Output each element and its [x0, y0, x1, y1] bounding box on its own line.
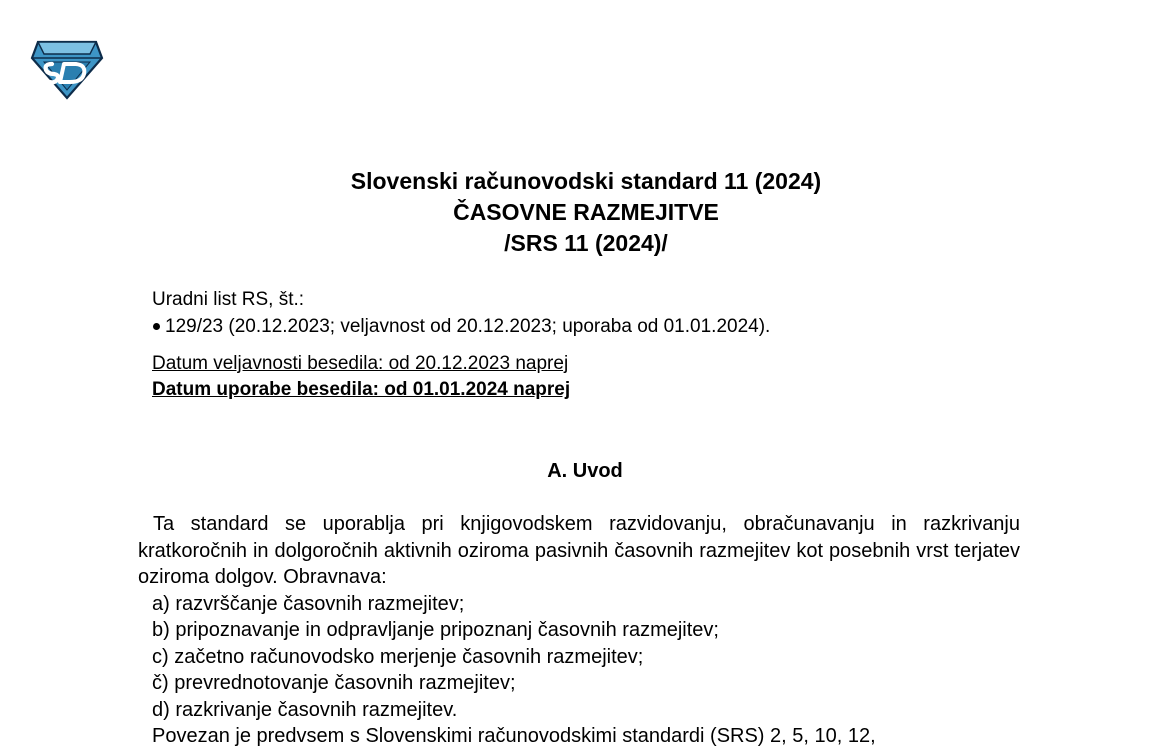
sd-diamond-logo-icon — [30, 40, 104, 100]
section-body — [138, 511, 1020, 750]
intro-paragraph: Ta standard se uporablja pri knjigovodskem razvidovanju, obračunavanju in razkrivanju kratkoročnih in dolgoročnih aktivnih oziroma pasivnih časovnih razmejitev kot posebnih vrst terjatev oziroma dolgov. Obravnava: — [138, 513, 1020, 588]
title-line-1: Slovenski računovodski standard 11 (2024) — [350, 168, 822, 194]
company-logo — [30, 40, 104, 100]
applied-from-date: Datum uporabe besedila: od 01.01.2024 naprej — [152, 379, 571, 400]
gazette-entry — [152, 313, 770, 340]
gazette-entry-text: 129/23 (20.12.2023; veljavnost od 20.12.2023; uporaba od 01.01.2024). — [165, 316, 771, 337]
gazette-reference — [152, 286, 770, 340]
document-title — [0, 166, 1157, 259]
list-item: d) razkrivanje časovnih razmejitev. — [152, 698, 458, 721]
bullet-icon — [153, 323, 160, 330]
list-item: b) pripoznavanje in odpravljanje pripoznanj časovnih razmejitev; — [152, 619, 719, 641]
list-item: c) začetno računovodsko merjenje časovnih razmejitev; — [152, 645, 644, 668]
gazette-label: Uradni list RS, št.: — [152, 289, 305, 310]
list-item: a) razvrščanje časovnih razmejitev; — [152, 592, 465, 615]
valid-from-date: Datum veljavnosti besedila: od 20.12.2023 naprej — [152, 353, 569, 374]
title-line-2: ČASOVNE RAZMEJITVE — [453, 199, 719, 225]
title-line-3: /SRS 11 (2024)/ — [504, 230, 668, 256]
continuation-text: Povezan je predvsem s Slovenskimi računovodskimi standardi (SRS) 2, 5, 10, 12, — [152, 725, 876, 747]
validity-dates — [152, 351, 570, 403]
list-item: č) prevrednotovanje časovnih razmejitev; — [152, 672, 516, 694]
section-heading: A. Uvod — [547, 460, 623, 482]
scope-list — [138, 591, 1020, 724]
